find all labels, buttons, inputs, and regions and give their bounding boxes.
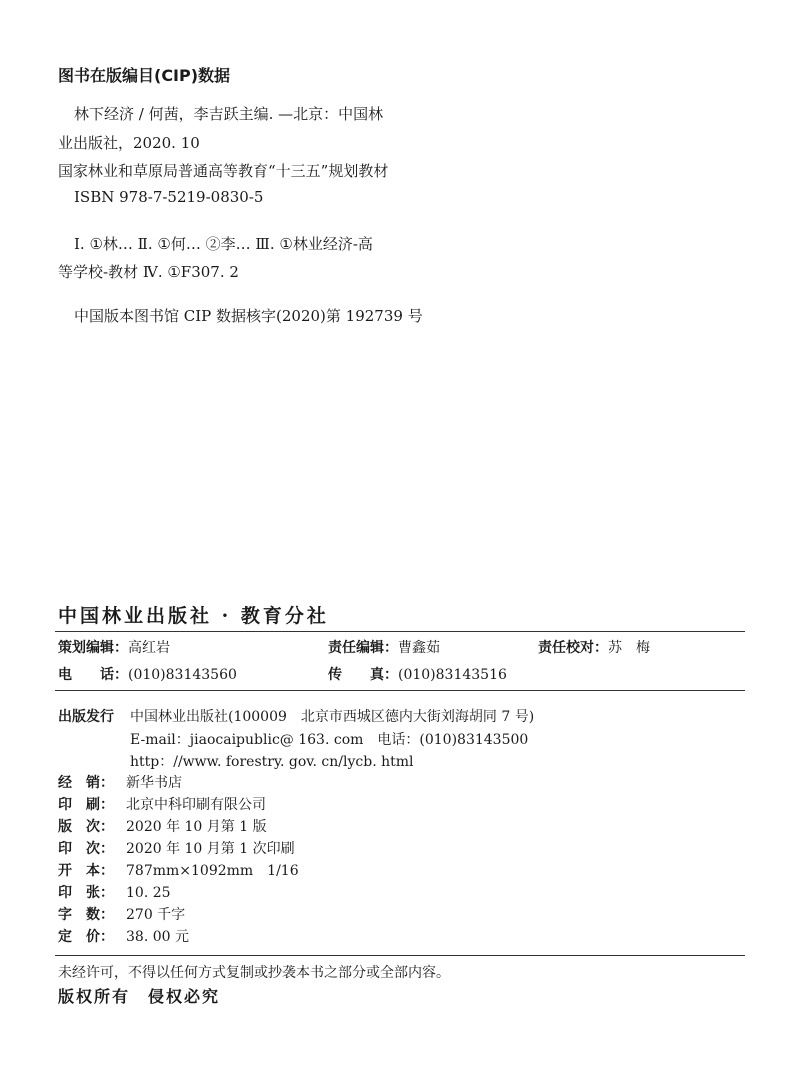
cip-line-title: 林下经济 / 何茜，李吉跃主编. —北京：中国林 [74, 105, 384, 123]
publisher-name: 中国林业出版社 · 教育分社 [58, 605, 329, 627]
issue-value: 中国林业出版社(100009 北京市西城区德内大街刘海胡同 7 号) [130, 709, 535, 725]
details-list [58, 772, 299, 948]
detail-row [58, 926, 299, 948]
phone-label-a: 电 [58, 667, 72, 683]
cip-line-record-number: 中国版本图书馆 CIP 数据核字(2020)第 192739 号 [74, 307, 423, 325]
detail-value: 2020 年 10 月第 1 次印刷 [126, 841, 295, 857]
detail-label: 经 销： [58, 775, 114, 791]
cip-line-series: 国家林业和草原局普通高等教育“十三五”规划教材 [58, 162, 389, 180]
fax-label-b: 真： [370, 667, 398, 683]
detail-label: 开 本： [58, 863, 114, 879]
detail-row [58, 772, 299, 794]
phone-label-b: 话： [100, 667, 128, 683]
detail-value: 38. 00 元 [126, 929, 189, 945]
proofreader-value: 苏 梅 [608, 640, 650, 656]
responsible-editor-value: 曹鑫茹 [398, 640, 440, 656]
phone-value: (010)83143560 [128, 667, 237, 683]
fax-label-a: 传 [328, 667, 342, 683]
detail-value: 10. 25 [126, 885, 171, 901]
proofreader [538, 637, 650, 657]
planning-editor-label: 策划编辑： [58, 640, 128, 656]
fax-value: (010)83143516 [398, 667, 507, 683]
fax [328, 664, 507, 684]
detail-row [58, 904, 299, 926]
detail-value: 2020 年 10 月第 1 版 [126, 819, 267, 835]
copyright-rights: 版权所有 侵权必究 [58, 987, 221, 1006]
detail-row [58, 816, 299, 838]
cip-line-isbn: ISBN 978-7-5219-0830-5 [74, 188, 264, 206]
detail-row [58, 882, 299, 904]
detail-label: 字 数： [58, 907, 114, 923]
cip-line-publisher: 业出版社，2020. 10 [58, 134, 200, 152]
divider-top [55, 631, 745, 632]
detail-value: 新华书店 [126, 775, 182, 791]
responsible-editor-label: 责任编辑： [328, 640, 398, 656]
detail-value: 北京中科印刷有限公司 [126, 797, 266, 813]
detail-label: 印 次： [58, 841, 114, 857]
issue-line [58, 706, 534, 726]
detail-value: 787mm×1092mm 1/16 [126, 863, 299, 879]
detail-label: 版 次： [58, 819, 114, 835]
detail-label: 印 张： [58, 885, 114, 901]
cip-line-classification: Ⅰ. ①林… Ⅱ. ①何… ②李… Ⅲ. ①林业经济-高 [74, 235, 373, 253]
website-line: http：//www. forestry. gov. cn/lycb. html [130, 754, 414, 770]
divider-bottom [55, 955, 745, 956]
responsible-editor [328, 637, 440, 657]
proofreader-label: 责任校对： [538, 640, 608, 656]
detail-row [58, 838, 299, 860]
cip-heading: 图书在版编目(CIP)数据 [58, 66, 231, 85]
planning-editor [58, 637, 170, 657]
detail-label: 印 刷： [58, 797, 114, 813]
phone [58, 664, 237, 684]
issue-label: 出版发行 [58, 709, 114, 725]
detail-value: 270 千字 [126, 907, 186, 923]
detail-row [58, 860, 299, 882]
detail-row [58, 794, 299, 816]
detail-label: 定 价： [58, 929, 114, 945]
email-line: E-mail：jiaocaipublic@ 163. com 电话：(010)83143500 [130, 732, 529, 748]
cip-line-classification-cont: 等学校-教材 Ⅳ. ①F307. 2 [58, 263, 239, 281]
planning-editor-value: 高红岩 [128, 640, 170, 656]
copyright-notice: 未经许可，不得以任何方式复制或抄袭本书之部分或全部内容。 [58, 965, 450, 981]
divider-middle [55, 690, 745, 691]
